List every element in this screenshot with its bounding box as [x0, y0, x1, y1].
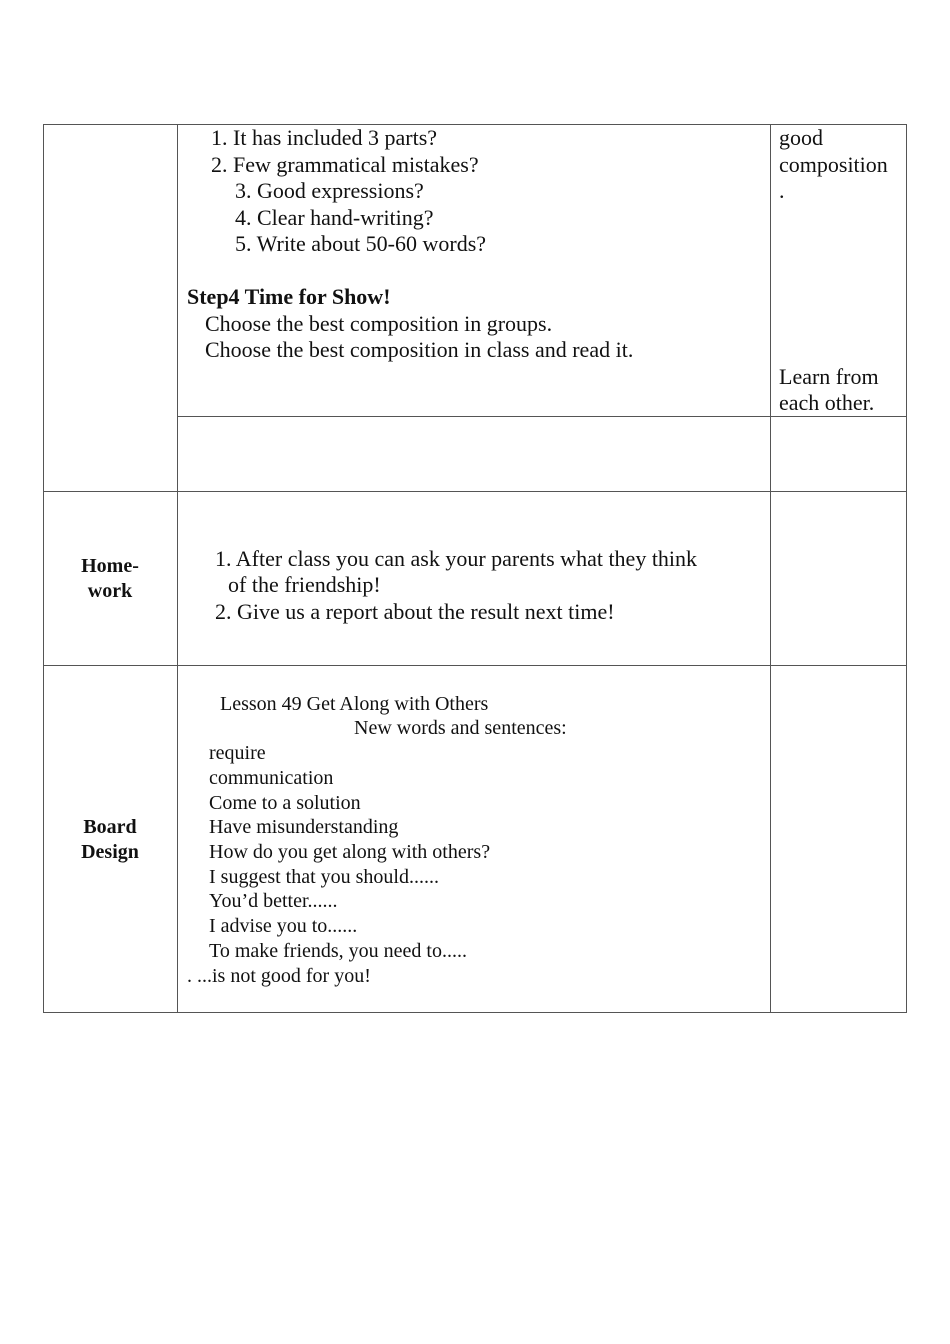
homework-label-line: Home-	[81, 555, 139, 577]
purpose-note-line: Learn from	[779, 364, 879, 389]
homework-label	[43, 554, 177, 604]
board-line: I suggest that you should......	[209, 866, 439, 888]
purpose-note-line: composition	[779, 152, 888, 177]
board-line: . ...is not good for you!	[187, 965, 371, 987]
board-design-label-line: Board	[83, 816, 137, 838]
checklist-item: 1. It has included 3 parts?	[211, 125, 438, 150]
purpose-note-line: .	[779, 178, 785, 203]
purpose-note-line: each other.	[779, 390, 875, 415]
board-subtitle: New words and sentences:	[354, 717, 567, 739]
board-design-label	[43, 815, 177, 865]
table-border-bottom	[43, 1012, 907, 1013]
table-border-right	[906, 124, 907, 1013]
checklist-item: 5. Write about 50-60 words?	[235, 231, 487, 256]
board-line: communication	[209, 767, 334, 789]
row-divider	[43, 665, 907, 666]
board-line: To make friends, you need to.....	[209, 940, 467, 962]
checklist-item: 2. Few grammatical mistakes?	[211, 152, 479, 177]
board-title: Lesson 49 Get Along with Others	[220, 693, 489, 715]
step4-heading: Step4 Time for Show!	[187, 284, 391, 309]
board-line: Have misunderstanding	[209, 816, 399, 838]
board-design-label-line: Design	[81, 841, 139, 863]
homework-label-line: work	[87, 580, 133, 602]
column-divider	[177, 124, 178, 1013]
board-line: require	[209, 742, 266, 764]
checklist-item: 4. Clear hand-writing?	[235, 205, 434, 230]
homework-item: 1. After class you can ask your parents what they think	[215, 546, 698, 571]
checklist-item: 3. Good expressions?	[235, 178, 424, 203]
purpose-note-line: good	[779, 125, 823, 150]
board-line: I advise you to......	[209, 915, 358, 937]
table-border-top	[43, 124, 907, 125]
column-divider	[770, 124, 771, 1013]
board-line: How do you get along with others?	[209, 841, 491, 863]
step4-line: Choose the best composition in class and read it.	[205, 337, 634, 362]
homework-item: of the friendship!	[228, 572, 381, 597]
board-line: Come to a solution	[209, 792, 361, 814]
row-divider	[43, 491, 907, 492]
homework-item: 2. Give us a report about the result next time!	[215, 599, 615, 624]
step4-line: Choose the best composition in groups.	[205, 311, 553, 336]
board-line: You’d better......	[209, 890, 338, 912]
